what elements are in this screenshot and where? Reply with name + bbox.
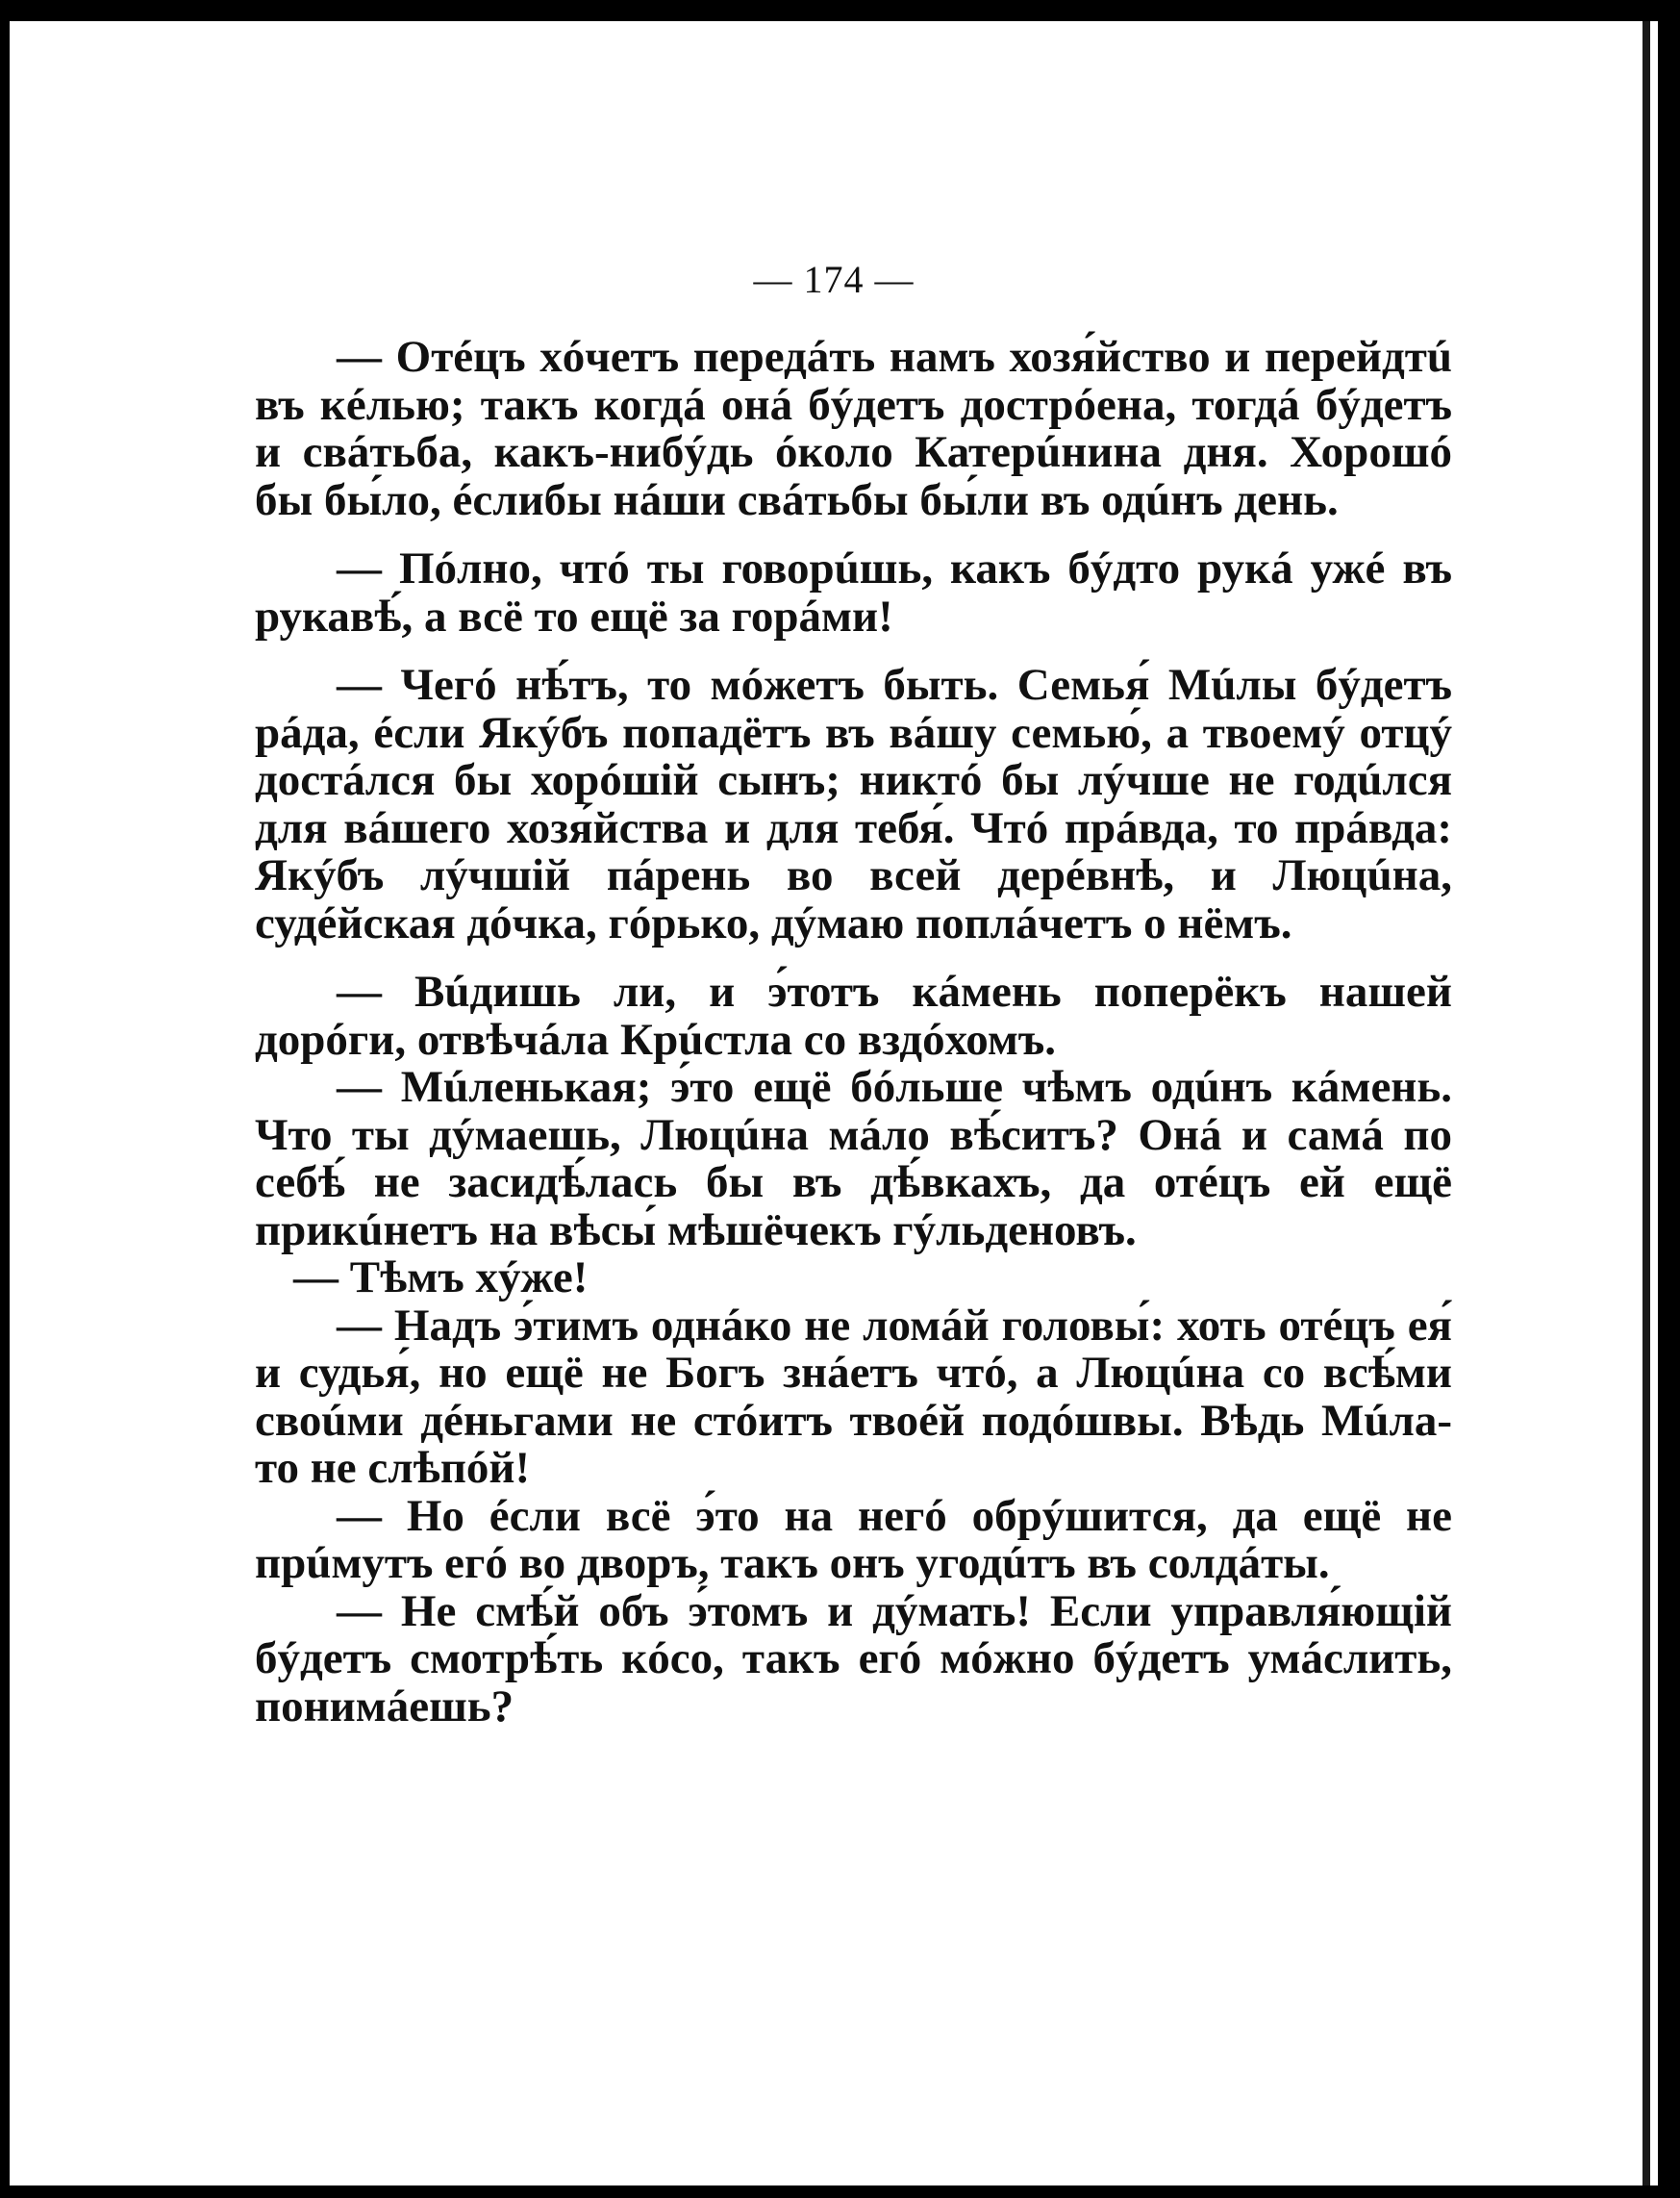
paragraph: — Надъ э́тимъ однáко не ломáй головы́: хоть отéцъ ея́ и судья́, но ещё не Богъ знáетъ чтó, а Люцúна со всѣ́ми своúми дéньгами не стóитъ твоéй подóшвы. Вѣдь Мúла-то не слѣпóй! (255, 1300, 1452, 1493)
paragraph: — Чегó нѣ́тъ, то мóжетъ быть. Семья́ Мúлы бýдетъ рáда, éсли Якýбъ попадётъ въ вáшу семью́, а твоемý отцý достáлся бы хорóшій сынъ; никтó бы лýчше не годúлся для вáшего хозя́йства и для тебя́. Чтó прáвда, то прáвда: Якýбъ лýчшій пáрень во всей дерéвнѣ, и Люцúна, судéйская дóчка, гóрько, дýмаю поплáчетъ о нёмъ. (255, 660, 1452, 948)
paragraph: — Но éсли всё э́то на негó обрýшится, да ещё не прúмутъ егó во дворъ, такъ онъ угодúтъ въ солдáты. (255, 1490, 1452, 1588)
body-text (255, 334, 1452, 1731)
paragraph: — Отéцъ хóчетъ передáть намъ хозя́йство и перейдтú въ кéлью; такъ когдá онá бýдетъ дострóена, тогдá бýдетъ и свáтьба, какъ-нибýдь óколо Катерúнина дня. Хорошó бы бы́ло, éслибы нáши свáтьбы бы́ли въ одúнъ день. (255, 332, 1452, 525)
paragraph: — Пóлно, чтó ты говорúшь, какъ бýдто рукá ужé въ рукавѣ́, а всё то ещё за горáми! (255, 543, 1452, 642)
page-edge-shadow (1642, 21, 1650, 2185)
paragraph: — Вúдишь ли, и э́тотъ кáмень поперёкъ нашей дорóги, отвѣчáла Крúстла со вздóхомъ. (255, 967, 1452, 1065)
book-page (10, 21, 1658, 2185)
paragraph: — Не смѣ́й объ э́томъ и дýмать! Если управля́ющій бýдетъ смотрѣ́ть кóсо, такъ егó мóжно бýдетъ умáслить, понимáешь? (255, 1585, 1452, 1731)
paragraph: — Тѣмъ хýже! (293, 1252, 589, 1302)
paragraph: — Мúленькая; э́то ещё бóльше чѣмъ одúнъ кáмень. Что ты дýмаешь, Люцúна мáло вѣ́ситъ? Онá и самá по себѣ́ не засидѣ́лась бы въ дѣ́вкахъ, да отéцъ ей ещё прикúнетъ на вѣсы́ мѣшёчекъ гýльденовъ. (255, 1062, 1452, 1255)
page-number: — 174 — (753, 258, 915, 301)
